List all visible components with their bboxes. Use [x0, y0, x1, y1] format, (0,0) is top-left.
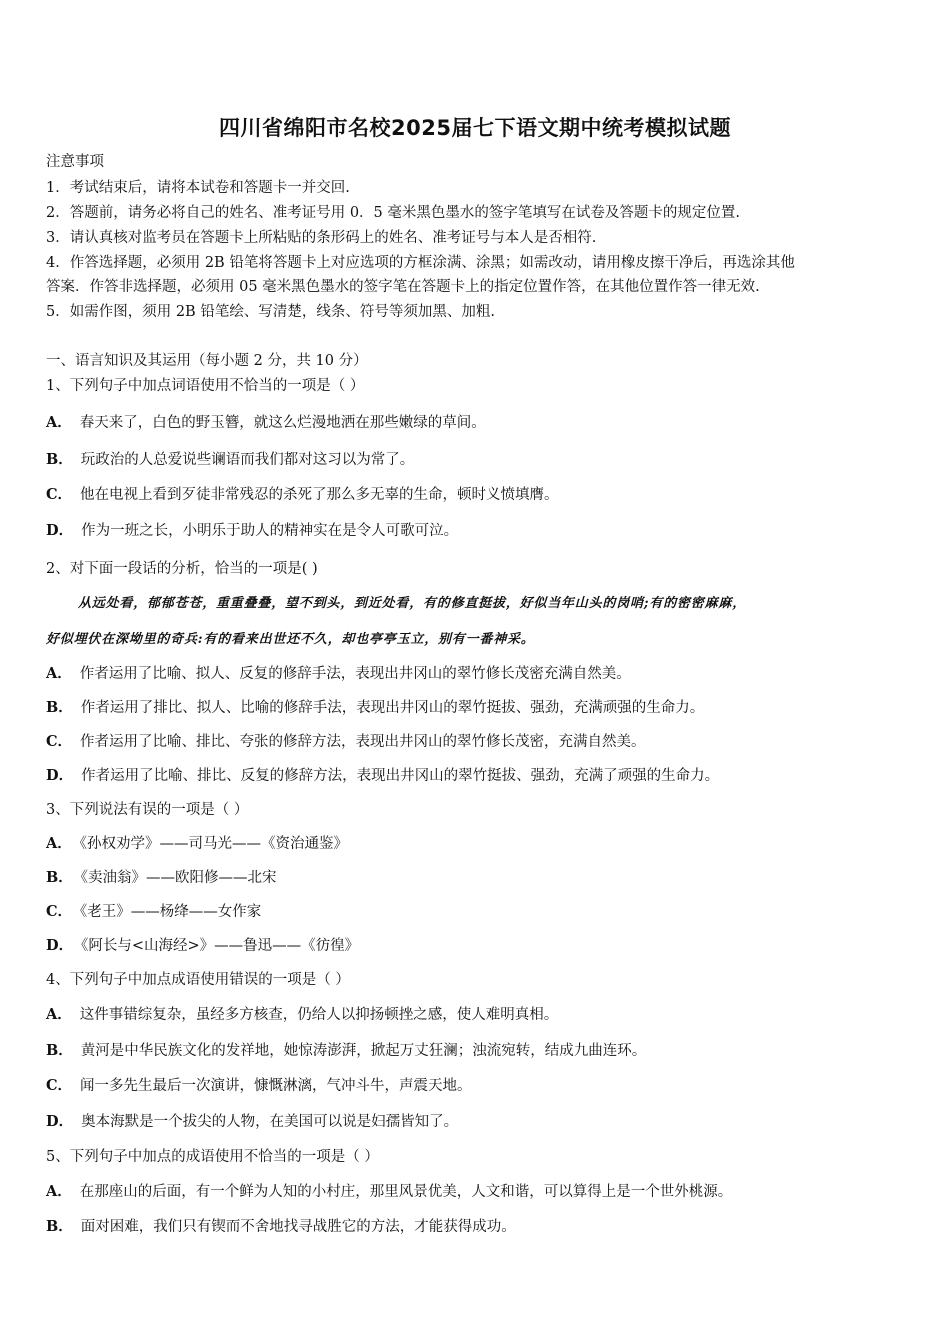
option-text: 《孙权劝学》——司马光——《资治通鉴》 — [79, 836, 349, 852]
question-2-passage-line-1: 从远处看，郁郁苍苍，重重叠叠，望不到头，到近处看，有的修直挺拔，好似当年山头的岗哨;有的密密麻麻， — [78, 596, 746, 611]
question-2-option-d — [46, 766, 906, 786]
question-3-stem: 3、下列说法有误的一项是（ ） — [46, 802, 249, 818]
option-letter: A． — [46, 1183, 72, 1200]
option-letter: A． — [46, 835, 72, 852]
option-letter: D． — [46, 767, 74, 784]
option-letter: B． — [46, 869, 73, 886]
option-text: 面对困难，我们只有锲而不舍地找寻战胜它的方法，才能获得成功。 — [80, 1219, 516, 1235]
option-letter: B． — [46, 451, 73, 468]
option-letter: D． — [46, 937, 74, 954]
option-letter: C． — [46, 733, 73, 750]
question-5-option-a — [46, 1182, 906, 1202]
option-letter: D． — [46, 522, 74, 539]
question-1-option-a — [46, 413, 906, 433]
section-heading: 一、语言知识及其运用（每小题 2 分，共 10 分） — [46, 353, 368, 369]
option-text: 在那座山的后面，有一个鲜为人知的小村庄，那里风景优美，人文和谐，可以算得上是一个世外桃源。 — [79, 1184, 733, 1200]
notice-item-1: 1．考试结束后，请将本试卷和答题卡一并交回. — [46, 180, 350, 196]
option-text: 作为一班之长，小明乐于助人的精神实在是令人可歌可泣。 — [81, 523, 459, 539]
option-text: 黄河是中华民族文化的发祥地，她惊涛澎湃，掀起万丈狂澜；浊流宛转，结成九曲连环。 — [80, 1043, 647, 1059]
question-5-option-b — [46, 1217, 906, 1237]
question-2-option-b — [46, 698, 906, 718]
question-2-stem: 2、对下面一段话的分析，恰当的一项是( ) — [46, 561, 318, 577]
question-4-option-a — [46, 1005, 906, 1025]
option-text: 这件事错综复杂，虽经多方核查，仍给人以抑扬顿挫之感，使人难明真相。 — [79, 1007, 559, 1023]
option-letter: B． — [46, 1042, 73, 1059]
question-1-option-c — [46, 485, 906, 505]
question-1-option-b — [46, 450, 906, 470]
question-4-option-b — [46, 1041, 906, 1061]
notice-item-5: 5．如需作图，须用 2B 铅笔绘、写清楚，线条、符号等须加黑、加粗. — [46, 304, 495, 320]
notice-item-4-cont: 答案．作答非选择题，必须用 05 毫米黑色墨水的签字笔在答题卡上的指定位置作答，在其他位置作答一律无效. — [46, 279, 760, 295]
question-4-option-c — [46, 1076, 906, 1096]
question-1-option-d — [46, 521, 906, 541]
question-2-passage-line-2: 好似埋伏在深坳里的奇兵:有的看来出世还不久，却也亭亭玉立，别有一番神采。 — [46, 632, 535, 647]
option-text: 作者运用了排比、拟人、比喻的修辞手法，表现出井冈山的翠竹挺拔、强劲，充满顽强的生命力。 — [80, 700, 705, 716]
option-text: 闻一多先生最后一次演讲，慷慨淋漓，气冲斗牛，声震天地。 — [80, 1078, 472, 1094]
option-text: 玩政治的人总爱说些谰语而我们都对这习以为常了。 — [80, 452, 415, 468]
question-3-option-a — [46, 834, 906, 854]
question-4-stem: 4、下列句子中加点成语使用错误的一项是（ ） — [46, 972, 350, 988]
option-letter: B． — [46, 699, 73, 716]
question-2-option-a — [46, 664, 906, 684]
option-text: 作者运用了比喻、排比、夸张的修辞方法，表现出井冈山的翠竹修长茂密，充满自然美。 — [80, 734, 646, 750]
option-letter: A． — [46, 665, 72, 682]
notice-heading: 注意事项 — [46, 154, 104, 170]
option-letter: C． — [46, 903, 73, 920]
option-letter: A． — [46, 414, 72, 431]
option-letter: D． — [46, 1113, 74, 1130]
question-5-stem: 5、下列句子中加点的成语使用不恰当的一项是（ ） — [46, 1149, 379, 1165]
option-text: 《老王》——杨绛——女作家 — [80, 904, 262, 920]
notice-item-2: 2．答题前，请务必将自己的姓名、准考证号用 0．5 毫米黑色墨水的签字笔填写在试卷及答题卡的规定位置. — [46, 205, 740, 221]
option-text: 作者运用了比喻、排比、反复的修辞方法，表现出井冈山的翠竹挺拔、强劲，充满了顽强的生命力。 — [81, 768, 720, 784]
notice-item-4: 4．作答选择题，必须用 2B 铅笔将答题卡上对应选项的方框涂满、涂黑；如需改动，请用橡皮擦干净后，再选涂其他 — [46, 255, 795, 271]
question-3-option-b — [46, 868, 906, 888]
option-text: 他在电视上看到歹徒非常残忍的杀死了那么多无辜的生命，顿时义愤填膺。 — [80, 487, 559, 503]
notice-item-3: 3．请认真核对监考员在答题卡上所粘贴的条形码上的姓名、准考证号与本人是否相符. — [46, 230, 597, 246]
option-text: 《卖油翁》——欧阳修——北宋 — [80, 870, 277, 886]
option-text: 《阿长与<山海经>》——鲁迅——《彷徨》 — [81, 938, 360, 954]
option-text: 作者运用了比喻、拟人、反复的修辞手法，表现出井冈山的翠竹修长茂密充满自然美。 — [79, 666, 631, 682]
page-title: 四川省绵阳市名校2025届七下语文期中统考模拟试题 — [219, 116, 731, 140]
question-1-stem: 1、下列句子中加点词语使用不恰当的一项是（ ） — [46, 378, 365, 394]
question-4-option-d — [46, 1112, 906, 1132]
option-letter: C． — [46, 1077, 73, 1094]
option-text: 春天来了，白色的野玉簪，就这么烂漫地洒在那些嫩绿的草间。 — [79, 415, 486, 431]
option-letter: B． — [46, 1218, 73, 1235]
option-letter: A． — [46, 1006, 72, 1023]
question-3-option-d — [46, 936, 906, 956]
option-text: 奥本海默是一个拔尖的人物，在美国可以说是妇孺皆知了。 — [81, 1114, 459, 1130]
question-3-option-c — [46, 902, 906, 922]
question-2-option-c — [46, 732, 906, 752]
option-letter: C． — [46, 486, 73, 503]
